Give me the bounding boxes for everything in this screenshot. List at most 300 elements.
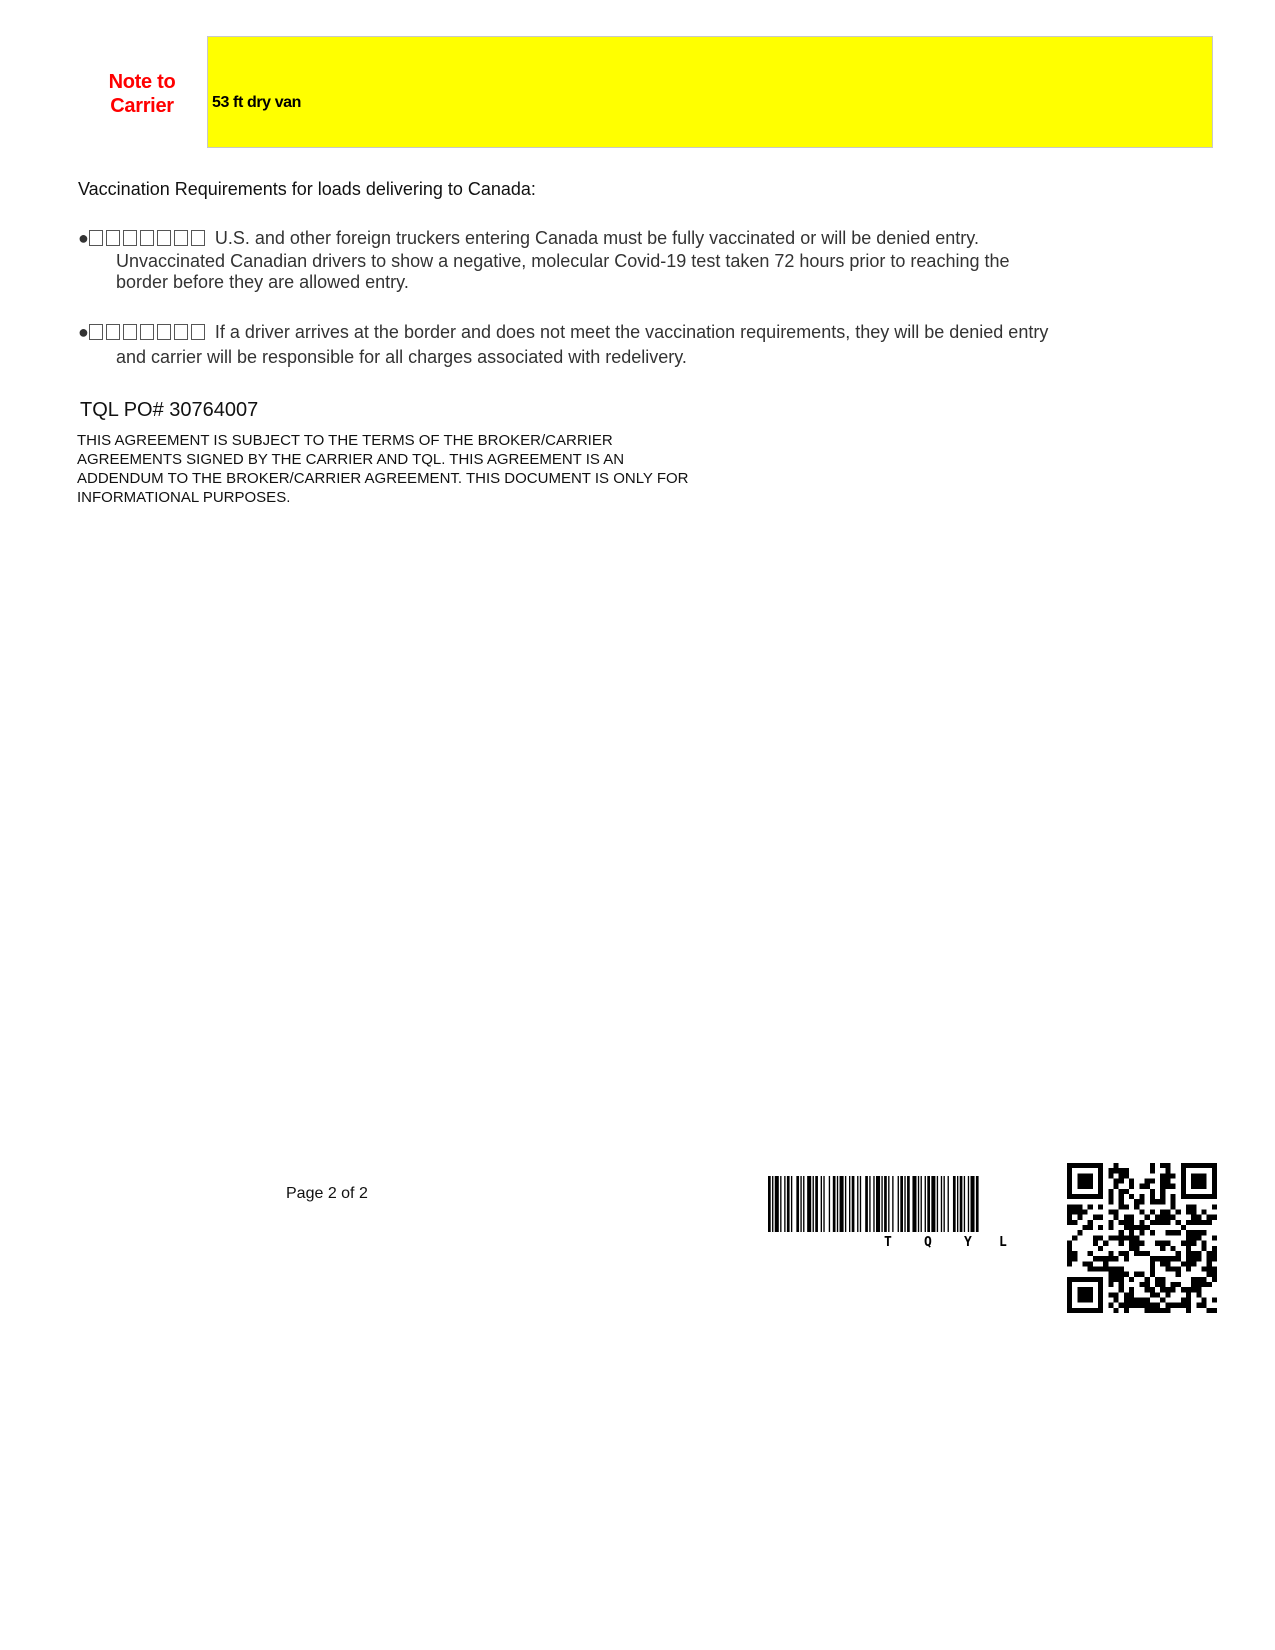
vaccination-heading: Vaccination Requirements for loads delivering to Canada: xyxy=(78,179,536,199)
qr-module xyxy=(1119,1230,1124,1235)
qr-module xyxy=(1186,1266,1191,1271)
qr-module xyxy=(1165,1266,1170,1271)
qr-module xyxy=(1150,1230,1155,1235)
qr-module xyxy=(1160,1194,1165,1199)
barcode-bar xyxy=(904,1176,905,1232)
qr-module xyxy=(1181,1241,1186,1246)
qr-module xyxy=(1072,1204,1077,1209)
note-to-carrier-label xyxy=(96,70,188,118)
qr-module xyxy=(1145,1282,1150,1287)
qr-module xyxy=(1129,1246,1134,1251)
qr-module xyxy=(1124,1256,1129,1261)
qr-module xyxy=(1150,1163,1155,1168)
qr-module xyxy=(1083,1179,1088,1184)
qr-module xyxy=(1201,1241,1206,1246)
qr-module xyxy=(1088,1220,1093,1225)
barcode-bar xyxy=(976,1176,979,1232)
qr-module xyxy=(1150,1194,1155,1199)
qr-module xyxy=(1207,1261,1212,1266)
qr-module xyxy=(1088,1184,1093,1189)
qr-module xyxy=(1186,1163,1191,1168)
agreement-text xyxy=(77,431,777,507)
qr-module xyxy=(1098,1163,1103,1168)
qr-module xyxy=(1067,1215,1072,1220)
qr-module xyxy=(1098,1256,1103,1261)
qr-module xyxy=(1212,1308,1217,1313)
barcode-bar xyxy=(900,1176,903,1232)
qr-module xyxy=(1160,1308,1165,1313)
qr-module xyxy=(1165,1163,1170,1168)
qr-module xyxy=(1165,1261,1170,1266)
qr-module xyxy=(1134,1199,1139,1204)
agreement-line3: ADDENDUM TO THE BROKER/CARRIER AGREEMENT. THIS DOCUMENT IS ONLY FOR xyxy=(77,470,689,487)
bullet-1-line3: border before they are allowed entry. xyxy=(116,272,409,292)
qr-module xyxy=(1093,1163,1098,1168)
qr-module xyxy=(1201,1282,1206,1287)
barcode-bar xyxy=(852,1176,855,1232)
barcode-bar xyxy=(948,1176,949,1232)
qr-module xyxy=(1139,1194,1144,1199)
barcode-bar xyxy=(829,1176,830,1232)
qr-module xyxy=(1134,1297,1139,1302)
qr-module xyxy=(1170,1215,1175,1220)
qr-module xyxy=(1196,1303,1201,1308)
qr-module xyxy=(1191,1210,1196,1215)
barcode-bar xyxy=(918,1176,919,1232)
qr-module xyxy=(1119,1235,1124,1240)
qr-module xyxy=(1088,1179,1093,1184)
qr-module xyxy=(1129,1277,1134,1282)
qr-module xyxy=(1160,1163,1165,1168)
qr-module xyxy=(1119,1199,1124,1204)
qr-module xyxy=(1124,1235,1129,1240)
qr-module xyxy=(1139,1272,1144,1277)
qr-module xyxy=(1181,1194,1186,1199)
barcode-bar xyxy=(772,1176,773,1232)
qr-module xyxy=(1150,1168,1155,1173)
qr-module xyxy=(1108,1194,1113,1199)
qr-module xyxy=(1212,1297,1217,1302)
qr-module xyxy=(1114,1184,1119,1189)
qr-module xyxy=(1093,1308,1098,1313)
qr-module xyxy=(1098,1204,1103,1209)
qr-module xyxy=(1093,1215,1098,1220)
qr-module xyxy=(1191,1235,1196,1240)
barcode-bar xyxy=(823,1176,824,1232)
barcode-bar xyxy=(957,1176,958,1232)
qr-code-icon xyxy=(1067,1163,1217,1313)
qr-module xyxy=(1155,1256,1160,1261)
qr-module xyxy=(1072,1256,1077,1261)
qr-module xyxy=(1212,1163,1217,1168)
qr-module xyxy=(1165,1184,1170,1189)
qr-module xyxy=(1170,1204,1175,1209)
qr-module xyxy=(1165,1256,1170,1261)
qr-module xyxy=(1170,1194,1175,1199)
qr-module xyxy=(1067,1173,1072,1178)
qr-module xyxy=(1139,1225,1144,1230)
qr-module xyxy=(1083,1173,1088,1178)
barcode-bar xyxy=(931,1176,935,1232)
qr-module xyxy=(1201,1297,1206,1302)
qr-module xyxy=(1108,1225,1113,1230)
qr-module xyxy=(1186,1235,1191,1240)
qr-module xyxy=(1114,1210,1119,1215)
qr-module xyxy=(1201,1277,1206,1282)
barcode-bar xyxy=(833,1176,836,1232)
qr-module xyxy=(1134,1225,1139,1230)
qr-module xyxy=(1134,1251,1139,1256)
qr-module xyxy=(1176,1256,1181,1261)
qr-module xyxy=(1201,1194,1206,1199)
qr-module xyxy=(1124,1297,1129,1302)
qr-module xyxy=(1083,1261,1088,1266)
qr-module xyxy=(1196,1179,1201,1184)
qr-module xyxy=(1088,1277,1093,1282)
qr-module xyxy=(1108,1235,1113,1240)
barcode-bar xyxy=(892,1176,893,1232)
barcode-bar xyxy=(784,1176,785,1232)
qr-module xyxy=(1186,1194,1191,1199)
qr-module xyxy=(1124,1168,1129,1173)
qr-module xyxy=(1067,1282,1072,1287)
qr-module xyxy=(1077,1287,1082,1292)
qr-module xyxy=(1186,1230,1191,1235)
page-number: Page 2 of 2 xyxy=(286,1185,368,1202)
qr-module xyxy=(1191,1173,1196,1178)
qr-module xyxy=(1072,1277,1077,1282)
qr-module xyxy=(1160,1173,1165,1178)
qr-module xyxy=(1088,1297,1093,1302)
qr-module xyxy=(1196,1251,1201,1256)
qr-module xyxy=(1072,1308,1077,1313)
qr-module xyxy=(1155,1292,1160,1297)
barcode-bar xyxy=(873,1176,874,1232)
qr-module xyxy=(1114,1308,1119,1313)
qr-module xyxy=(1196,1282,1201,1287)
qr-module xyxy=(1186,1303,1191,1308)
qr-module xyxy=(1124,1173,1129,1178)
bullet-dot-icon: ● xyxy=(78,322,89,342)
qr-module xyxy=(1067,1261,1072,1266)
qr-module xyxy=(1191,1220,1196,1225)
qr-module xyxy=(1072,1194,1077,1199)
qr-module xyxy=(1212,1215,1217,1220)
qr-module xyxy=(1150,1256,1155,1261)
qr-module xyxy=(1155,1215,1160,1220)
qr-module xyxy=(1191,1163,1196,1168)
qr-module xyxy=(1098,1282,1103,1287)
qr-module xyxy=(1088,1194,1093,1199)
barcode-bar xyxy=(876,1176,880,1232)
qr-module xyxy=(1212,1251,1217,1256)
qr-module xyxy=(1207,1282,1212,1287)
qr-module xyxy=(1181,1287,1186,1292)
qr-module xyxy=(1129,1184,1134,1189)
barcode-bar xyxy=(815,1176,818,1232)
qr-module xyxy=(1083,1194,1088,1199)
qr-module xyxy=(1145,1287,1150,1292)
qr-module xyxy=(1160,1282,1165,1287)
qr-module xyxy=(1160,1241,1165,1246)
qr-module xyxy=(1067,1241,1072,1246)
qr-module xyxy=(1098,1215,1103,1220)
bullet-dot-icon: ● xyxy=(78,228,89,248)
qr-module xyxy=(1201,1220,1206,1225)
qr-module xyxy=(1186,1308,1191,1313)
qr-module xyxy=(1170,1184,1175,1189)
qr-module xyxy=(1181,1179,1186,1184)
qr-module xyxy=(1150,1220,1155,1225)
qr-module xyxy=(1181,1225,1186,1230)
qr-module xyxy=(1098,1189,1103,1194)
qr-module xyxy=(1119,1266,1124,1271)
qr-module xyxy=(1196,1287,1201,1292)
qr-module xyxy=(1212,1179,1217,1184)
barcode-bar xyxy=(813,1176,814,1232)
qr-module xyxy=(1186,1204,1191,1209)
qr-module xyxy=(1201,1266,1206,1271)
qr-module xyxy=(1191,1179,1196,1184)
qr-module xyxy=(1139,1297,1144,1302)
qr-module xyxy=(1103,1241,1108,1246)
qr-module xyxy=(1207,1163,1212,1168)
qr-module xyxy=(1119,1287,1124,1292)
qr-module xyxy=(1201,1210,1206,1215)
qr-module xyxy=(1207,1308,1212,1313)
qr-module xyxy=(1212,1173,1217,1178)
qr-module xyxy=(1129,1303,1134,1308)
agreement-line1: THIS AGREEMENT IS SUBJECT TO THE TERMS OF THE BROKER/CARRIER xyxy=(77,432,613,449)
qr-module xyxy=(1098,1235,1103,1240)
qr-module xyxy=(1108,1256,1113,1261)
barcode-bar xyxy=(860,1176,861,1232)
barcode-icon xyxy=(768,1176,1053,1258)
qr-module xyxy=(1119,1179,1124,1184)
qr-module xyxy=(1067,1308,1072,1313)
qr-module xyxy=(1165,1241,1170,1246)
qr-module xyxy=(1186,1261,1191,1266)
qr-module xyxy=(1145,1215,1150,1220)
qr-module xyxy=(1181,1297,1186,1302)
barcode-bar xyxy=(960,1176,963,1232)
barcode-bar xyxy=(791,1176,792,1232)
qr-module xyxy=(1191,1287,1196,1292)
qr-module xyxy=(1072,1251,1077,1256)
barcode-bar xyxy=(821,1176,822,1232)
qr-module xyxy=(1114,1256,1119,1261)
qr-module xyxy=(1067,1287,1072,1292)
qr-module xyxy=(1160,1297,1165,1302)
qr-module xyxy=(1191,1261,1196,1266)
qr-module xyxy=(1119,1204,1124,1209)
qr-module xyxy=(1124,1272,1129,1277)
qr-module xyxy=(1124,1220,1129,1225)
qr-module xyxy=(1083,1308,1088,1313)
qr-module xyxy=(1191,1256,1196,1261)
barcode-bar xyxy=(912,1176,916,1232)
qr-module xyxy=(1201,1173,1206,1178)
barcode-bar xyxy=(881,1176,882,1232)
qr-module xyxy=(1083,1163,1088,1168)
qr-module xyxy=(1114,1272,1119,1277)
qr-module xyxy=(1176,1220,1181,1225)
qr-module xyxy=(1108,1272,1113,1277)
barcode-bar xyxy=(845,1176,846,1232)
placeholder-boxes-icon xyxy=(89,324,208,345)
qr-module xyxy=(1191,1282,1196,1287)
qr-module xyxy=(1129,1194,1134,1199)
qr-module xyxy=(1176,1230,1181,1235)
qr-module xyxy=(1088,1261,1093,1266)
qr-module xyxy=(1124,1292,1129,1297)
qr-module xyxy=(1067,1303,1072,1308)
qr-module xyxy=(1134,1204,1139,1209)
note-label-line1: Note to xyxy=(108,71,176,93)
barcode-bar xyxy=(925,1176,926,1232)
qr-module xyxy=(1145,1297,1150,1302)
qr-module xyxy=(1088,1225,1093,1230)
qr-module xyxy=(1170,1303,1175,1308)
qr-module xyxy=(1176,1272,1181,1277)
qr-module xyxy=(1139,1282,1144,1287)
qr-module xyxy=(1129,1220,1134,1225)
qr-module xyxy=(1170,1266,1175,1271)
qr-module xyxy=(1114,1163,1119,1168)
qr-module xyxy=(1212,1204,1217,1209)
qr-module xyxy=(1150,1308,1155,1313)
qr-module xyxy=(1139,1241,1144,1246)
qr-module xyxy=(1186,1220,1191,1225)
barcode-bar xyxy=(884,1176,887,1232)
qr-module xyxy=(1119,1277,1124,1282)
qr-module xyxy=(1114,1215,1119,1220)
vaccination-bullet-2 xyxy=(78,322,1088,368)
qr-module xyxy=(1114,1292,1119,1297)
qr-module xyxy=(1119,1282,1124,1287)
qr-module xyxy=(1191,1184,1196,1189)
qr-module xyxy=(1186,1292,1191,1297)
qr-module xyxy=(1077,1297,1082,1302)
bullet-1-line2: Unvaccinated Canadian drivers to show a negative, molecular Covid-19 test taken 72 hours prior to reaching the xyxy=(116,251,1010,271)
barcode-bar xyxy=(927,1176,930,1232)
qr-module xyxy=(1134,1235,1139,1240)
barcode-bar xyxy=(888,1176,889,1232)
qr-module xyxy=(1093,1194,1098,1199)
qr-module xyxy=(1170,1246,1175,1251)
qr-module xyxy=(1083,1297,1088,1302)
bullet-2-line2: and carrier will be responsible for all charges associated with redelivery. xyxy=(116,347,687,367)
qr-module xyxy=(1181,1184,1186,1189)
qr-module xyxy=(1103,1266,1108,1271)
barcode-bar xyxy=(800,1176,801,1232)
qr-module xyxy=(1160,1184,1165,1189)
qr-module xyxy=(1108,1266,1113,1271)
qr-module xyxy=(1196,1194,1201,1199)
qr-module xyxy=(1093,1241,1098,1246)
qr-module xyxy=(1201,1179,1206,1184)
qr-module xyxy=(1124,1303,1129,1308)
qr-module xyxy=(1145,1179,1150,1184)
qr-module xyxy=(1160,1215,1165,1220)
qr-module xyxy=(1165,1179,1170,1184)
qr-module xyxy=(1072,1220,1077,1225)
qr-module xyxy=(1196,1215,1201,1220)
qr-module xyxy=(1083,1184,1088,1189)
qr-module xyxy=(1170,1173,1175,1178)
qr-module xyxy=(1139,1303,1144,1308)
qr-module xyxy=(1150,1261,1155,1266)
qr-module xyxy=(1150,1179,1155,1184)
qr-module xyxy=(1212,1246,1217,1251)
qr-module xyxy=(1077,1173,1082,1178)
qr-module xyxy=(1160,1277,1165,1282)
barcode-bar xyxy=(803,1176,804,1232)
qr-module xyxy=(1155,1220,1160,1225)
qr-module xyxy=(1083,1277,1088,1282)
qr-module xyxy=(1098,1303,1103,1308)
qr-module xyxy=(1150,1303,1155,1308)
qr-module xyxy=(1098,1225,1103,1230)
qr-module xyxy=(1108,1189,1113,1194)
qr-module xyxy=(1186,1241,1191,1246)
qr-module xyxy=(1077,1292,1082,1297)
qr-module xyxy=(1098,1297,1103,1302)
qr-module xyxy=(1077,1184,1082,1189)
qr-module xyxy=(1191,1204,1196,1209)
qr-module xyxy=(1067,1220,1072,1225)
barcode-bar xyxy=(837,1176,838,1232)
qr-module xyxy=(1150,1210,1155,1215)
qr-module xyxy=(1067,1168,1072,1173)
qr-module xyxy=(1072,1210,1077,1215)
barcode-bar xyxy=(775,1176,779,1232)
qr-module xyxy=(1067,1189,1072,1194)
qr-module xyxy=(1067,1297,1072,1302)
qr-module xyxy=(1165,1308,1170,1313)
qr-module xyxy=(1103,1256,1108,1261)
qr-module xyxy=(1119,1251,1124,1256)
qr-module xyxy=(1108,1173,1113,1178)
qr-module xyxy=(1191,1241,1196,1246)
qr-module xyxy=(1150,1189,1155,1194)
qr-module xyxy=(1150,1199,1155,1204)
qr-module xyxy=(1181,1163,1186,1168)
barcode-bar xyxy=(780,1176,781,1232)
barcode-bar xyxy=(953,1176,956,1232)
qr-module xyxy=(1145,1251,1150,1256)
qr-module xyxy=(1077,1215,1082,1220)
qr-module xyxy=(1134,1246,1139,1251)
agreement-line2: AGREEMENTS SIGNED BY THE CARRIER AND TQL. THIS AGREEMENT IS AN xyxy=(77,451,625,468)
qr-module xyxy=(1181,1168,1186,1173)
qr-module xyxy=(1207,1251,1212,1256)
qr-module xyxy=(1103,1261,1108,1266)
qr-module xyxy=(1196,1173,1201,1178)
bullet-2-line1: If a driver arrives at the border and does not meet the vaccination requirements, they will be denied entry xyxy=(214,322,1049,342)
qr-module xyxy=(1150,1287,1155,1292)
qr-module xyxy=(1150,1292,1155,1297)
qr-module xyxy=(1181,1173,1186,1178)
qr-module xyxy=(1150,1272,1155,1277)
qr-module xyxy=(1176,1282,1181,1287)
qr-module xyxy=(1201,1163,1206,1168)
qr-module xyxy=(1145,1303,1150,1308)
qr-module xyxy=(1083,1210,1088,1215)
qr-module xyxy=(1124,1225,1129,1230)
qr-module xyxy=(1077,1163,1082,1168)
qr-module xyxy=(1108,1220,1113,1225)
